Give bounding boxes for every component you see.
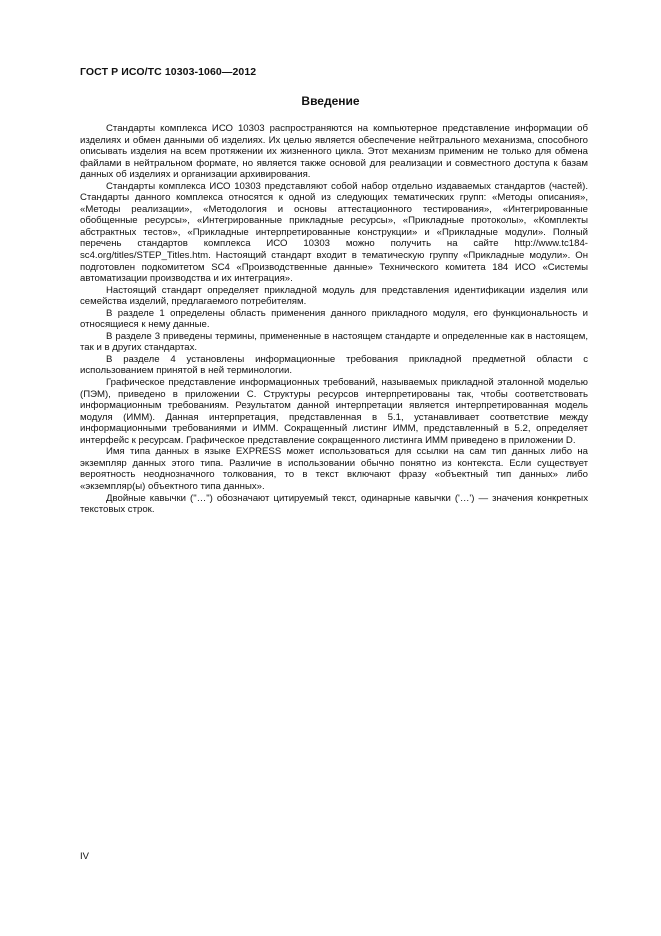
paragraph: В разделе 4 установлены информационные требования прикладной предметной области с использованием принятой в ней терминологии. [80,353,588,377]
paragraph: Двойные кавычки ("…") обозначают цитируемый текст, одинарные кавычки ('…') — значения конкретных текстовых строк. [80,492,588,516]
section-title: Введение [301,94,360,108]
paragraph: Стандарты комплекса ИСО 10303 представляют собой набор отдельно издаваемых стандартов (частей). Стандарты данного комплекса относятся к одной из следующих тематических групп: «Методы описания», «Методы реализации», «Методология и основы аттестационного тестирования», «Интегрированные обобщенные ресурсы», «Интегрированные прикладные ресурсы», «Прикладные протоколы», «Комплекты абстрактных тестов», «Прикладные интерпретированные конструкции» и «Прикладные модули». Полный перечень стандартов комплекса ИСО 10303 можно получить на сайте http://www.tc184-sc4.org/titles/STEP_Titles.htm. Настоящий стандарт входит в тематическую группу «Прикладные модули». Он подготовлен подкомитетом SC4 «Производственные данные» Технического комитета 184 ИСО «Системы автоматизации производства и их интеграция». [80,180,588,285]
paragraph: Графическое представление информационных требований, называемых прикладной эталонной моделью (ПЭМ), приведено в приложении С. Структуры ресурсов интерпретированы так, чтобы соответствовать информационным требованиям. Результатом данной интерпретации является интерпретированная модель модуля (ИММ). Данная интерпретация, представленная в 5.1, устанавливает соответствие между информационными требованиями и ИММ. Сокращенный листинг ИММ, представленный в 5.2, определяет интерфейс к ресурсам. Графическое представление сокращенного листинга ИММ приведено в приложении D. [80,377,588,446]
paragraph: В разделе 3 приведены термины, примененные в настоящем стандарте и определенные как в настоящем, так и в других стандартах. [80,330,588,354]
paragraph: Стандарты комплекса ИСО 10303 распространяются на компьютерное представление информации об изделиях и обмен данными об изделиях. Их целью является обеспечение нейтрального механизма, способного описывать изделия на всем протяжении их жизненного цикла. Этот механизм применим не только для обмена файлами в нейтральном формате, но является также основой для реализации и совместного доступа к базам данных об изделиях и организации архивирования. [80,123,588,181]
paragraph: Имя типа данных в языке EXPRESS может использоваться для ссылки на сам тип данных либо на экземпляр данных этого типа. Различие в использовании обычно понятно из контекста. Если существует вероятность неоднозначного толкования, то в текст включают фразу «объектный тип данных» либо «экземпляр(ы) объектного типа данных». [80,446,588,492]
paragraph: В разделе 1 определены область применения данного прикладного модуля, его функциональность и относящиеся к нему данные. [80,307,588,331]
document-body [80,123,588,516]
paragraph: Настоящий стандарт определяет прикладной модуль для представления идентификации изделия или семейства изделий, предлагаемого потребителям. [80,284,588,308]
page-number: IV [80,851,89,862]
document-header: ГОСТ Р ИСО/ТС 10303-1060—2012 [80,66,257,78]
